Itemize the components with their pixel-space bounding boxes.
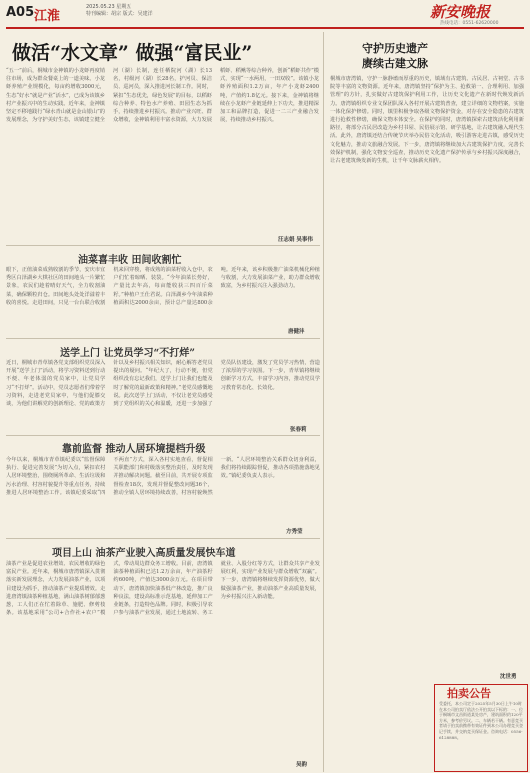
auction-body: 受委托，本公司定于2025年5月30日上午10时在本公司拍卖厅依法公开拍卖以下标的：一、位于桐城市文昌街道某处房产，建筑面积约120平方米，参考价另议。二、车辆若干辆。有意竞买者请于拍卖前携带有效证件到本公司办理竞买登记手续，并交纳竞买保证金。咨询电话：0556-6128888。: [439, 701, 523, 740]
lead-byline: 汪志娟 吴事伟: [278, 237, 313, 243]
story-divider: [6, 245, 320, 246]
story-divider: [6, 538, 320, 539]
auction-notice: [434, 684, 528, 772]
editor: 特刊编辑：胡宗: [86, 11, 122, 17]
proofreader: 版式：吴建洋: [122, 11, 153, 17]
story3-byline: 张春莉: [290, 427, 307, 433]
story4-byline: 方秀莹: [286, 529, 303, 535]
story5-headline: 项目上山 油茶产业驶入高质量发展快车道: [52, 548, 236, 559]
newspaper-logo: 新安晚报: [430, 3, 491, 21]
header-meta: [86, 4, 153, 18]
lead-headline: 做活“水文章” 做强“富民业”: [12, 42, 253, 64]
story4-body: 今年以来，桐城市青草镇纪委以“监督保障执行、促进完善发展”为切入点，紧扣农村人居环境整治，围绕厕所革命、生活垃圾和污水治理、村容村貌提升等重点任务，持续推进人居环境整治工作。该镇纪委采取“四不两直”方式，深入各村实地查看，督促相关职能部门和村级落实整治责任，及时发现并推动解决问题。截至目前，共开展专项监督检查18次，发现并督促整改问题36个，推动全镇人居环境持续改善，村容村貌焕然一新。“人居环境整治关系群众切身利益，我们将持续跟踪督促，推动各项措施落地见效。”镇纪委负责人表示。: [6, 457, 320, 496]
issue-date: 2025.05.23 星期五: [86, 4, 132, 10]
story2-headline: 油菜喜丰收 田间收割忙: [78, 255, 182, 266]
story3-body: 近日，桐城市青草镇各党支部组织党员深入开展“送学上门”活动，将学习资料送到行动不便、年老体弱的党员家中，让党员学习“不打烊”。活动中，党员志愿者们带着学习资料，走进老党员家中，与他们促膝交谈，为他们讲解党的创新理论、党的政策方针以及乡村振兴相关知识，耐心解答老党员提出的疑问。“年纪大了，行动不便，但党组织没有忘记我们，送学上门让我们也能及时了解党的最新政策和精神。”老党员感慨地说。此次送学上门活动，不仅让老党员感受到了党组织的关心和温暖，还进一步加强了党员队伍建设，激发了党员学习热情，营造了浓厚的学习氛围。下一步，青草镇将继续创新学习方式，丰富学习内容，推动党员学习教育常态化、长效化。: [6, 360, 320, 408]
right-byline: 沈世勇: [500, 674, 517, 680]
page-number: A05: [6, 5, 35, 20]
right-headline-2: 赓续古建文脉: [362, 57, 428, 70]
lead-body: “五一”前后，桐城市金神镇的小龙虾再度销往市场，成为群众餐桌上的一道美味。小龙虾养殖产业规模化，每亩约增收3000元，生态“好水”就是产业“活水”，已成为该镇乡村产业振兴中的生动实践。近年来，金神镇坚定不移地践行“绿水青山就是金山银山”的发展理念，为守护美好生态，该镇建立健全河（湖）长制，连任栖院河（湖）长13名，村级河（湖）长28名，护河员、保洁员、巡河员，深入推进河长制工作。同时，紧扣“生态优先，绿色发展”的目标，以稻虾综合种养、特色水产养殖、田园生态为抓手，持续推进乡村振兴。推动产业兴旺、群众增收，金神镇利用丰富水资源，大力发展稻虾、稻鳅等综合种养，创新“稻虾共作”模式，实现“一水两用，一田双收”。该镇小龙虾养殖面积1.2万亩，年产小龙虾2400吨，产值约1.8亿元。接下来，金神镇将继续在小龙虾产业链延伸上下功夫，推进精深加工和品牌打造，促进一二三产业融合发展，持续推动乡村振兴。: [6, 68, 319, 124]
story4-headline: 靠前监督 推动人居环境提档升级: [62, 444, 206, 455]
right-headline-1: 守护历史遗产: [362, 42, 428, 55]
story3-headline: 送学上门 让党员学习“不打烊”: [60, 348, 195, 359]
story5-body: 油茶产业是促进农业增效、农民增收的绿色富民产业。近年来，桐城市唐湾镇深入贯彻落实新发展理念，大力发展油茶产业，以项目建设为抓手，推动油茶产业提质增效。走进唐湾镇油茶种植基地，满山油茶树郁郁葱葱，工人们正在忙着除草、施肥、修剪枝条。该基地采用“公司+合作社+农户”模式，带动周边群众务工增收。目前，唐湾镇油茶种植面积已达1.2万余亩，年产油茶籽约600吨，产值达3000余万元。在项目带动下，唐湾镇加快油茶低产林改造，推广良种良法，建设高标准示范基地，延伸加工产业链条，打造特色品牌。同时，积极引导农户参与油茶产业发展，通过土地流转、务工就业、入股分红等方式，让群众共享产业发展红利，实现产业发展与群众增收“双赢”。下一步，唐湾镇将继续发挥资源优势，做大做强油茶产业，推动油茶产业高质量发展，为乡村振兴注入新动能。: [6, 561, 320, 617]
page-header: [0, 0, 530, 30]
section-name: 江淮: [34, 9, 61, 24]
story2-body: 眼下，正值油菜成熟收割的季节，安庆市宜秀区白泽湖乡大棋社区的田间地头一片繁忙景象，农民们趁着晴好天气，全力收割油菜，确保颗粒归仓。田间地头处处洋溢着丰收的喜悦。走进田间，只见一台台联合收割机来回穿梭，将成熟的油菜籽收入仓中，农户们忙着晾晒、装袋。“今年油菜长势好，产量比去年高，每亩能收获三四百斤菜籽。”种植户王仕君说。白泽湖乡今年油菜种植面积达2000余亩，预计总产量达800余吨。近年来，该乡积极推广油菜机械化种植与收割，大力发展油菜产业，助力群众增收致富，为乡村振兴注入强劲动力。: [6, 267, 320, 306]
story-divider: [6, 338, 320, 339]
header-rule: [6, 27, 524, 29]
auction-title: 拍卖公告: [447, 687, 491, 700]
right-body: 桐城市唐湾镇，守护一脉静谧而厚重的历史，镇域有古建筑、古民居、古祠堂、古书院等丰富的文物资源。近年来，唐湾镇坚持“保护为主、抢救第一、合理利用、加强管理”的方针，扎实做好古建筑保护利用工作，让历史文化遗产在新时代焕发新活力。唐湾镇组织专业文保团队深入各村开展古建筑普查，建立详细的文物档案，实施一体化保护修缮。同时，镇里积极争取各级文物保护资金，对存在安全隐患的古建筑进行抢救性修缮，确保文物本体安全。在保护的同时，唐湾镇探索古建筑活化利用新路径，将部分古民居改造为乡村书屋、民俗展示馆、研学基地，让古建筑融入现代生活。此外，唐湾镇还结合传统节庆举办民俗文化活动，吸引游客走进古镇，感受历史文化魅力，推动文旅融合发展。下一步，唐湾镇将继续加大古建筑保护力度，完善长效保护机制，强化文物安全巡查，推动历史文化遗产保护传承与乡村振兴深度融合，让古老建筑焕发新的生机，让千年文脉薪火相传。: [330, 76, 524, 165]
hotline: 热线电话：0551-62620000: [440, 21, 499, 26]
story-divider: [6, 435, 320, 436]
column-divider: [323, 32, 324, 772]
story2-byline: 唐健沣: [288, 329, 305, 335]
story5-byline: 吴韵: [296, 762, 308, 768]
